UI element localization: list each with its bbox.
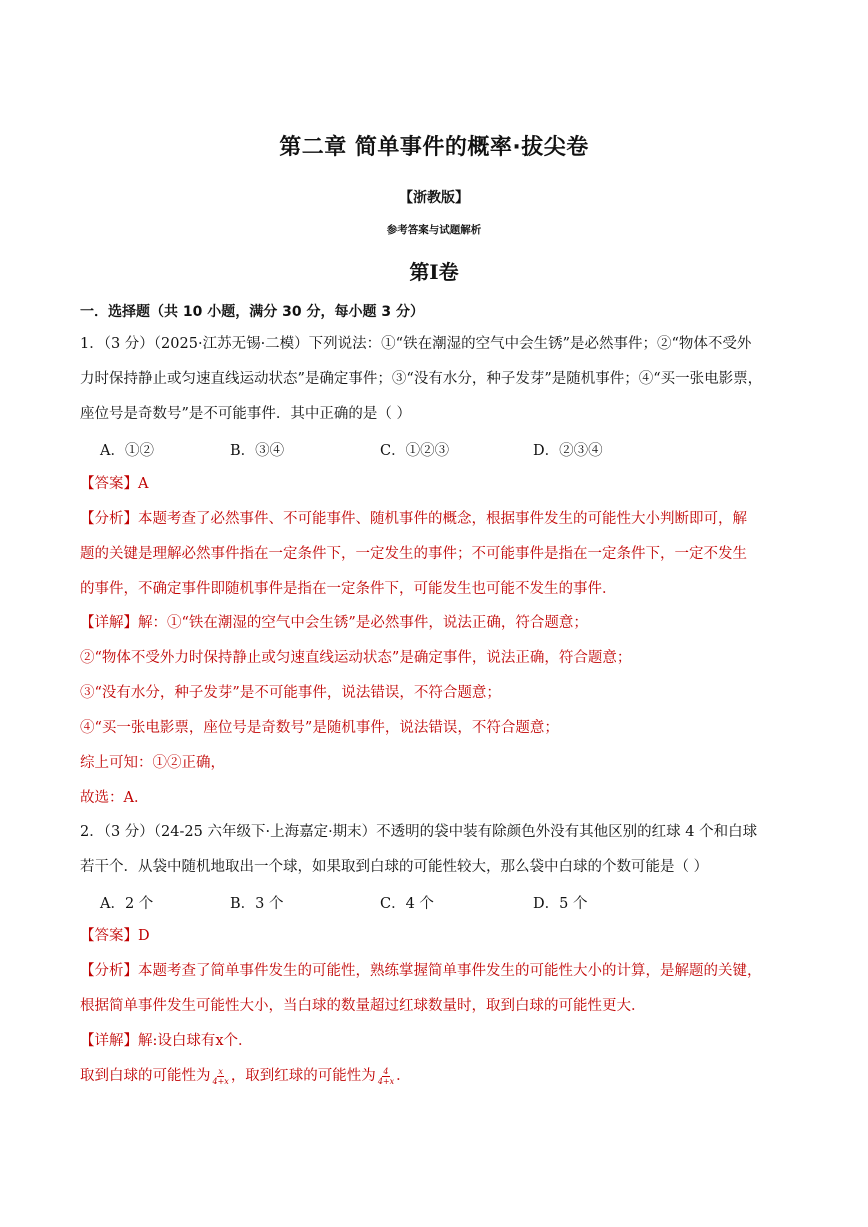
detail-text: ，取到红球的可能性为: [230, 1068, 376, 1084]
q1-line: 力时保持静止或匀速直线运动状态”是确定事件；③“没有水分，种子发芽”是随机事件；④“买一张电影票，: [80, 371, 763, 387]
subtitle: 参考答案与试题解析: [386, 224, 482, 236]
q2-analysis-line: 根据简单事件发生可能性大小，当白球的数量超过红球数量时，取到白球的可能性更大．: [80, 998, 646, 1014]
q1-detail-line: 综上可知：①②正确，: [80, 755, 225, 771]
detail-text: 解：①“铁在潮湿的空气中会生锈”是必然事件，说法正确，符合题意；: [138, 615, 588, 631]
fraction-white: [212, 1067, 230, 1086]
analysis-text: 本题考查了必然事件、不可能事件、随机事件的概念，根据事件发生的可能性大小判断即可，解: [138, 511, 747, 527]
document-title: 第二章 简单事件的概率·拔尖卷: [279, 135, 589, 160]
q2-line: 若干个．从袋中随机地取出一个球，如果取到白球的可能性较大，那么袋中白球的个数可能是（ ）: [80, 859, 709, 875]
fraction-denominator: 4+x: [212, 1076, 229, 1086]
q2-probability-line: [80, 1066, 411, 1086]
fraction-numerator: x: [218, 1066, 223, 1076]
analysis-tag: 【分析】: [80, 511, 138, 527]
detail-text: 解:设白球有x个．: [138, 1033, 253, 1049]
detail-tag: 【详解】: [80, 1033, 138, 1049]
q1-detail-line: ②“物体不受外力时保持静止或匀速直线运动状态”是确定事件，说法正确，符合题意；: [80, 650, 632, 666]
q1-option-c: C．①②③: [380, 443, 450, 459]
fraction-denominator: 4+x: [377, 1076, 395, 1086]
q1-analysis-line: 的事件，不确定事件即随机事件是指在一定条件下，可能发生也可能不发生的事件．: [80, 581, 617, 597]
q2-option-b: B．3 个: [230, 896, 284, 912]
detail-text: ．: [396, 1068, 411, 1084]
edition-label: 【浙教版】: [399, 190, 469, 206]
q2-analysis-line: [80, 961, 762, 981]
fraction-red: [377, 1067, 395, 1086]
q1-option-d: D．②③④: [533, 443, 603, 459]
fraction-numerator: 4: [383, 1066, 389, 1076]
volume-heading: 第Ⅰ卷: [409, 260, 459, 284]
analysis-tag: 【分析】: [80, 963, 138, 979]
q1-line: 座位号是奇数号”是不可能事件．其中正确的是（ ）: [80, 406, 412, 422]
q2-detail-line: [80, 1031, 253, 1051]
q1-detail-line: ④“买一张电影票，座位号是奇数号”是随机事件，说法错误，不符合题意；: [80, 720, 559, 736]
detail-text: 取到白球的可能性为: [80, 1068, 211, 1084]
q1-line: 1．（3 分）（2025·江苏无锡·二模）下列说法：①“铁在潮湿的空气中会生锈”是必然事件；②“物体不受外: [80, 336, 752, 352]
answer-value: A: [138, 476, 149, 492]
q2-option-a: A．2 个: [100, 896, 154, 912]
q2-option-c: C．4 个: [380, 896, 434, 912]
analysis-text: 本题考查了简单事件发生的可能性，熟练掌握简单事件发生的可能性大小的计算，是解题的关键，: [138, 963, 762, 979]
q1-detail-line: [80, 613, 588, 633]
q2-answer: [80, 926, 150, 946]
answer-value: D: [138, 928, 150, 944]
q2-line: 2．（3 分）（24-25 六年级下·上海嘉定·期末）不透明的袋中装有除颜色外没有其他区别的红球 4 个和白球: [80, 824, 758, 840]
answer-tag: 【答案】: [80, 928, 138, 944]
q1-analysis-line: [80, 509, 747, 529]
detail-tag: 【详解】: [80, 615, 138, 631]
section-heading: 一．选择题（共 10 小题，满分 30 分，每小题 3 分）: [80, 304, 424, 320]
q1-detail-line: 故选：A．: [80, 790, 149, 806]
q1-detail-line: ③“没有水分，种子发芽”是不可能事件，说法错误，不符合题意；: [80, 685, 501, 701]
q2-option-d: D．5 个: [533, 896, 588, 912]
q1-answer: [80, 474, 148, 494]
q1-option-b: B．③④: [230, 443, 285, 459]
q1-option-a: A．①②: [100, 443, 154, 459]
q1-analysis-line: 题的关键是理解必然事件指在一定条件下，一定发生的事件；不可能事件是指在一定条件下，一定不发生: [80, 546, 747, 562]
answer-tag: 【答案】: [80, 476, 138, 492]
